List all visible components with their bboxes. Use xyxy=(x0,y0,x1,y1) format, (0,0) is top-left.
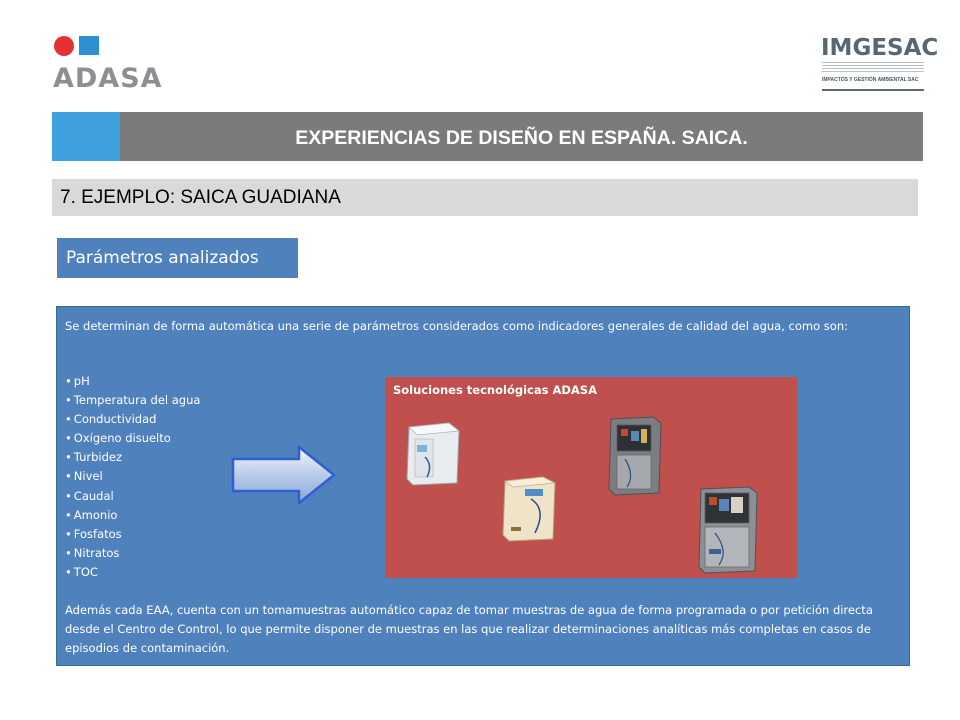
title-accent-block xyxy=(52,112,120,161)
closing-text: Además cada EAA, cuenta con un tomamuestras automático capaz de tomar muestras de agua de forma programada o por petición directa desde el Centro de Control, lo que permite disponer de muestras en las que realizar determinaciones analíticas más completas en casos de episodios de contaminación. xyxy=(65,603,873,655)
imgesac-logo-rule xyxy=(822,89,924,91)
analyzer-device-icon xyxy=(403,421,463,487)
analyzer-device-icon xyxy=(695,485,759,575)
section-label-text: Parámetros analizados xyxy=(66,248,259,268)
list-item: • Amonio xyxy=(65,506,200,525)
analyzer-device-icon xyxy=(501,475,559,543)
adasa-logo-square xyxy=(79,36,99,55)
list-item: • Nitratos xyxy=(65,544,200,563)
section-subtitle: 7. EJEMPLO: SAICA GUADIANA xyxy=(60,187,341,208)
adasa-logo-text: ADASA xyxy=(53,63,163,94)
intro-text: Se determinan de forma automática una serie de parámetros considerados como indicadores generales de calidad del agua, como son: xyxy=(65,319,848,333)
list-item: • Conductividad xyxy=(65,410,200,429)
adasa-logo xyxy=(52,34,182,94)
list-item: • Oxígeno disuelto xyxy=(65,429,200,448)
solutions-title: Soluciones tecnológicas ADASA xyxy=(393,383,597,397)
right-arrow-icon xyxy=(231,445,337,505)
imgesac-logo xyxy=(816,34,939,94)
solutions-panel xyxy=(383,375,799,580)
list-item: • Caudal xyxy=(65,487,200,506)
list-item: • TOC xyxy=(65,563,200,582)
title-bar xyxy=(52,112,923,161)
parameter-list xyxy=(65,372,200,582)
list-item: • Turbidez xyxy=(65,448,200,467)
analyzer-device-icon xyxy=(605,415,663,497)
adasa-logo-dot xyxy=(54,36,74,56)
imgesac-logo-stripes xyxy=(822,62,924,72)
content-box xyxy=(56,306,910,666)
list-item: • Nivel xyxy=(65,467,200,486)
list-item: • Fosfatos xyxy=(65,525,200,544)
section-label xyxy=(57,238,298,278)
list-item: • Temperatura del agua xyxy=(65,391,200,410)
imgesac-logo-tagline: IMPACTOS Y GESTIÓN AMBIENTAL SAC xyxy=(822,77,919,83)
imgesac-logo-text: IMGESAC xyxy=(821,35,939,61)
page-title: EXPERIENCIAS DE DISEÑO EN ESPAÑA. SAICA. xyxy=(295,127,748,149)
subtitle-bar xyxy=(52,179,918,216)
list-item: • pH xyxy=(65,372,200,391)
